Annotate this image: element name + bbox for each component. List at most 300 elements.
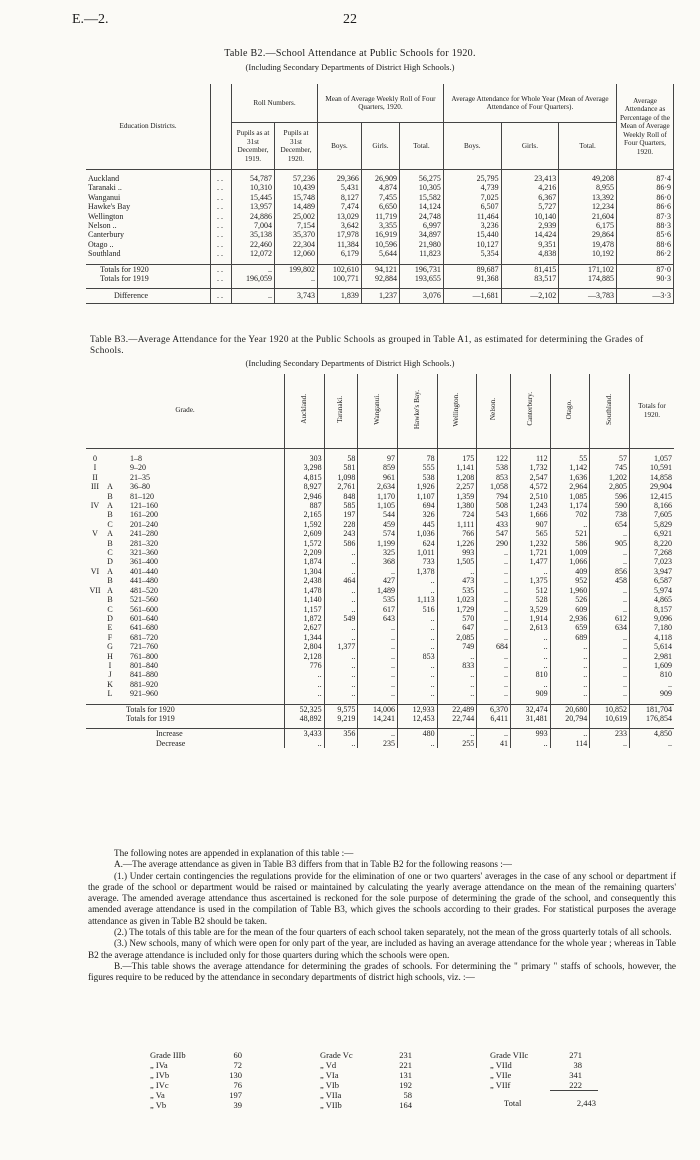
- table-cell: 473: [437, 576, 477, 585]
- table-row: [86, 193, 674, 202]
- grade-label: „ Vd: [320, 1060, 337, 1070]
- grade-entry: [150, 1060, 242, 1070]
- table-cell: 48,892: [285, 714, 325, 723]
- table-row: [86, 240, 674, 249]
- table-cell: 368: [358, 557, 398, 566]
- table-cell: 544: [358, 510, 398, 519]
- table-cell: 23,413: [501, 174, 559, 183]
- leader-dots: [231, 680, 284, 689]
- table-cell: ..: [324, 548, 358, 557]
- leader-dots: ..: [211, 183, 232, 192]
- table-cell: 535: [358, 595, 398, 604]
- attendance-range: 401–440: [130, 566, 158, 576]
- table-cell: ..: [398, 633, 438, 642]
- table-cell: 8,166: [630, 501, 675, 510]
- table-cell: 574: [358, 529, 398, 538]
- grade-value: 131: [399, 1070, 412, 1080]
- table-cell: 647: [437, 623, 477, 632]
- table-cell: ..: [550, 680, 590, 689]
- table-cell: ..: [477, 633, 511, 642]
- grade-value: 341: [569, 1070, 582, 1080]
- note-b: B.—This table shows the average attendance for determining the grades of schools. For determining the " primary " staffs of schools, however, the figures require to be reduced by the attendance in secondary departments of district high schools, viz. :—: [88, 960, 676, 983]
- header-district: [324, 374, 358, 449]
- table-cell: 2,964: [550, 482, 590, 491]
- table-cell: 55: [550, 454, 590, 463]
- grade-subdivision: [104, 473, 116, 482]
- district-label: Taranaki.: [336, 395, 345, 423]
- table-row: [86, 704, 674, 714]
- table-cell: ..: [477, 605, 511, 614]
- grade-subdivision: L: [107, 689, 113, 699]
- header-district: [477, 374, 511, 449]
- table-cell: 1,378: [398, 567, 438, 576]
- table-cell: 2,085: [437, 633, 477, 642]
- table-cell: 516: [398, 605, 438, 614]
- table-cell: 87·0: [617, 264, 674, 274]
- table-cell: 4,838: [501, 249, 559, 258]
- table-cell: ..: [590, 605, 630, 614]
- leader-dots: [231, 510, 284, 519]
- table-row: [86, 454, 674, 463]
- table-cell: 5,974: [630, 586, 675, 595]
- leader-dots: ..: [211, 249, 232, 258]
- leader-dots: [231, 482, 284, 491]
- table-cell: 596: [590, 492, 630, 501]
- attendance-range: 761–800: [130, 651, 158, 661]
- note-1: (1.) Under certain contingencies the regulations provide for the elimination of one or two quarters' averages in the case of any school or department if the grade of the school or department would be raised or maintained by calculating the yearly average attendance on the mean of the remaining quarters' average. The amended average attendance thus ascertained is reckoned for the sole purpose of determining the grade of the school, and consequently this amended average attendance is used in the compilation of Table B3, which gives the schools according to their grades. For statistical purposes the average attendance as given in Table B2 should be taken.: [88, 870, 676, 926]
- table-cell: 10,852: [590, 704, 630, 714]
- header-totals: Totals for 1920.: [630, 374, 675, 449]
- leader-dots: [184, 652, 231, 661]
- table-cell: 290: [477, 539, 511, 548]
- grade-number: [86, 510, 104, 519]
- grade-label: „ VIId: [490, 1060, 512, 1070]
- table-cell: 909: [630, 689, 675, 698]
- page-number: 22: [343, 12, 357, 27]
- table-cell: 2,128: [285, 652, 325, 661]
- table-cell: 2,804: [285, 642, 325, 651]
- table-cell: ..: [511, 680, 551, 689]
- table-cell: 8,127: [318, 193, 362, 202]
- table-row: [86, 586, 674, 595]
- table-cell: 83,517: [501, 274, 559, 283]
- table-cell: 10,305: [400, 183, 444, 192]
- district-name: Difference: [86, 289, 211, 304]
- leader-dots: ..: [211, 230, 232, 239]
- table-cell: 2,547: [511, 473, 551, 482]
- table-cell: 5,727: [501, 202, 559, 211]
- table-cell: 887: [285, 501, 325, 510]
- grade-entry: [320, 1070, 412, 1080]
- table-cell: 526: [550, 595, 590, 604]
- table-cell: 12,060: [275, 249, 318, 258]
- grade-entry: [320, 1100, 412, 1110]
- grade-entry: [320, 1060, 412, 1070]
- grade-number: [86, 548, 104, 557]
- grade-entry: [490, 1080, 598, 1090]
- table-cell: 749: [437, 642, 477, 651]
- leader-dots: [231, 633, 284, 642]
- table-row: [86, 289, 674, 304]
- table-cell: 1,011: [398, 548, 438, 557]
- table-cell: ..: [358, 567, 398, 576]
- grade-entry: [490, 1070, 598, 1080]
- grade-number: [86, 595, 104, 604]
- table-cell: ..: [358, 670, 398, 679]
- table-cell: 1,105: [358, 501, 398, 510]
- grade-label: „ IVc: [150, 1080, 169, 1090]
- table-cell: 11,823: [400, 249, 444, 258]
- grade-label: „ Vb: [150, 1100, 167, 1110]
- leader-dots: [184, 670, 231, 679]
- grade-number: [86, 633, 104, 642]
- grade-label: „ VIb: [320, 1080, 339, 1090]
- table-row: [86, 501, 674, 510]
- grade-entry: [320, 1090, 412, 1100]
- table-cell: 1,113: [398, 595, 438, 604]
- table-cell: ..: [477, 652, 511, 661]
- grade-number: [86, 557, 104, 566]
- district-name: Totals for 1920: [86, 264, 211, 274]
- table-cell: 2,939: [501, 221, 559, 230]
- table-cell: 325: [358, 548, 398, 557]
- table-cell: 13,029: [318, 212, 362, 221]
- leader-dots: [231, 539, 284, 548]
- table-cell: ..: [285, 680, 325, 689]
- table-cell: ..: [590, 642, 630, 651]
- leader-dots: [184, 576, 231, 585]
- table-cell: 859: [358, 463, 398, 472]
- header-roll: Roll Numbers.: [232, 84, 318, 123]
- table-cell: ..: [324, 689, 358, 698]
- table-cell: 16,919: [361, 230, 399, 239]
- attendance-range: 881–920: [130, 679, 158, 689]
- table-cell: 2,946: [285, 492, 325, 501]
- grade-subdivision: E: [107, 623, 113, 633]
- table-cell: ..: [398, 739, 438, 748]
- leader-dots: ..: [211, 174, 232, 183]
- table-cell: 7,605: [630, 510, 675, 519]
- table-cell: 85·6: [617, 230, 674, 239]
- table-cell: 1,872: [285, 614, 325, 623]
- leader-dots: [231, 501, 284, 510]
- table-cell: 193,655: [400, 274, 444, 283]
- table-cell: 1,140: [285, 595, 325, 604]
- grade-value: 60: [233, 1050, 242, 1060]
- table-cell: ..: [590, 633, 630, 642]
- attendance-range: 721–760: [130, 642, 158, 652]
- table-cell: 20,680: [550, 704, 590, 714]
- table-cell: 1,636: [550, 473, 590, 482]
- grade-value: 39: [233, 1100, 242, 1110]
- table-cell: ..: [590, 661, 630, 670]
- header-boys: Boys.: [443, 123, 501, 170]
- table-cell: 659: [550, 623, 590, 632]
- table-cell: 4,572: [511, 482, 551, 491]
- table-cell: 1,243: [511, 501, 551, 510]
- table-cell: 1,874: [285, 557, 325, 566]
- table-cell: 1,066: [550, 557, 590, 566]
- table-cell: 6,367: [501, 193, 559, 202]
- table-cell: 905: [590, 539, 630, 548]
- table-cell: ..: [324, 567, 358, 576]
- table-cell: 643: [358, 614, 398, 623]
- leader-dots: [231, 492, 284, 501]
- table-cell: 1,609: [630, 661, 675, 670]
- table-cell: 702: [550, 510, 590, 519]
- table-cell: ..: [590, 670, 630, 679]
- table-cell: 2,438: [285, 576, 325, 585]
- header-district: [437, 374, 477, 449]
- table-cell: 458: [590, 576, 630, 585]
- table-row: [86, 729, 674, 739]
- table-cell: 181,704: [630, 704, 675, 714]
- table-cell: 12,415: [630, 492, 675, 501]
- totals-label: Totals for 1919: [126, 713, 175, 723]
- table-header-row: [86, 374, 674, 449]
- table-cell: 952: [550, 576, 590, 585]
- grade-number: [86, 576, 104, 585]
- header-district: [550, 374, 590, 449]
- table-cell: 538: [398, 473, 438, 482]
- table-row: [86, 274, 674, 283]
- table-cell: 326: [398, 510, 438, 519]
- grade-subdivision: B: [107, 491, 113, 501]
- table-cell: 2,510: [511, 492, 551, 501]
- grade-label: Grade Vc: [320, 1050, 353, 1060]
- table-cell: 694: [398, 501, 438, 510]
- table-row: [86, 739, 674, 748]
- attendance-range: 121–160: [130, 501, 158, 511]
- table-cell: 2,627: [285, 623, 325, 632]
- table-cell: 26,909: [361, 174, 399, 183]
- table-cell: ..: [358, 623, 398, 632]
- table-cell: ..: [398, 680, 438, 689]
- leader-dots: [184, 548, 231, 557]
- table-cell: 5,354: [443, 249, 501, 258]
- header-grade: Grade.: [86, 374, 285, 449]
- table-cell: ..: [358, 689, 398, 698]
- table-cell: 1,199: [358, 539, 398, 548]
- leader-dots: [231, 661, 284, 670]
- table-cell: ..: [324, 633, 358, 642]
- leader-dots: [231, 557, 284, 566]
- grade-number: [86, 492, 104, 501]
- table-cell: ..: [550, 729, 590, 739]
- grade-label: „ VIIe: [490, 1070, 512, 1080]
- table-cell: ..: [232, 289, 275, 304]
- table-cell: ..: [590, 739, 630, 748]
- table-cell: 1,058: [477, 482, 511, 491]
- attendance-range: 1–8: [130, 454, 142, 463]
- table-cell: ..: [550, 652, 590, 661]
- table-cell: ..: [630, 680, 675, 689]
- header-pupils-1920: Pupils at 31st December, 1920.: [275, 123, 318, 170]
- table-cell: ..: [590, 689, 630, 698]
- table-cell: 1,505: [437, 557, 477, 566]
- attendance-range: 36–80: [130, 482, 150, 492]
- table-cell: 8,927: [285, 482, 325, 491]
- table-cell: 196,731: [400, 264, 444, 274]
- table-cell: 1,202: [590, 473, 630, 482]
- grade-subdivision: G: [107, 642, 113, 652]
- grade-entry: [150, 1070, 242, 1080]
- table-cell: 19,478: [559, 240, 617, 249]
- table-cell: 91,368: [443, 274, 501, 283]
- table-cell: ..: [590, 529, 630, 538]
- grade-number: [86, 689, 104, 698]
- table-cell: 10,192: [559, 249, 617, 258]
- district-label: Nelson.: [488, 398, 497, 421]
- table-cell: ..: [477, 576, 511, 585]
- header-district: [590, 374, 630, 449]
- table-cell: ..: [550, 670, 590, 679]
- table-cell: 409: [550, 567, 590, 576]
- table-cell: 459: [358, 520, 398, 529]
- leader-dots: [184, 567, 231, 576]
- table-cell: 81,415: [501, 264, 559, 274]
- table-cell: 1,304: [285, 567, 325, 576]
- table-cell: 512: [511, 586, 551, 595]
- leader-dots: [231, 595, 284, 604]
- table-cell: 724: [437, 510, 477, 519]
- district-name: Auckland: [86, 174, 211, 183]
- table-cell: 3,355: [361, 221, 399, 230]
- table-cell: 654: [590, 520, 630, 529]
- table-cell: 52,325: [285, 704, 325, 714]
- grade-entry: [150, 1100, 242, 1110]
- table-cell: 6,507: [443, 202, 501, 211]
- table-cell: 2,609: [285, 529, 325, 538]
- leader-dots: ..: [211, 240, 232, 249]
- table-cell: 2,209: [285, 548, 325, 557]
- header-percentage: Average Attendance as Percentage of the Mean of Average Weekly Roll of Four Quarters, 1920.: [617, 84, 674, 170]
- table-cell: 1,232: [511, 539, 551, 548]
- leader-dots: [231, 586, 284, 595]
- table-cell: 29,366: [318, 174, 362, 183]
- table-cell: 480: [398, 729, 438, 739]
- header-total: Total.: [400, 123, 444, 170]
- table-cell: ..: [477, 548, 511, 557]
- table-b3-subtitle: (Including Secondary Departments of District High Schools.): [245, 358, 455, 368]
- table-cell: 22,744: [437, 714, 477, 723]
- total-label: Total: [504, 1098, 522, 1108]
- table-cell: ..: [398, 670, 438, 679]
- table-cell: 5,614: [630, 642, 675, 651]
- district-label: Southland.: [604, 393, 613, 425]
- table-cell: 570: [437, 614, 477, 623]
- table-cell: ..: [590, 557, 630, 566]
- table-cell: 6,921: [630, 529, 675, 538]
- header-girls: Girls.: [361, 123, 399, 170]
- attendance-range: 361–400: [130, 557, 158, 567]
- table-cell: 993: [511, 729, 551, 739]
- table-cell: 31,481: [511, 714, 551, 723]
- grade-subdivision: A: [107, 501, 113, 511]
- grade-number: [86, 680, 104, 689]
- attendance-range: 281–320: [130, 538, 158, 548]
- notes-intro: The following notes are appended in explanation of this table :—: [114, 848, 354, 858]
- table-cell: ..: [511, 567, 551, 576]
- table-row: [86, 249, 674, 258]
- table-cell: —2,102: [501, 289, 559, 304]
- table-cell: 15,440: [443, 230, 501, 239]
- grade-number: IV: [90, 501, 100, 511]
- grade-number: [86, 623, 104, 632]
- table-cell: 1,009: [550, 548, 590, 557]
- table-cell: 993: [437, 548, 477, 557]
- grade-subdivision: [104, 454, 116, 463]
- grade-number: I: [93, 463, 97, 473]
- table-cell: 1,377: [324, 642, 358, 651]
- grade-number: [86, 539, 104, 548]
- table-cell: 7,180: [630, 623, 675, 632]
- attendance-range: 841–880: [130, 670, 158, 680]
- table-cell: 88·6: [617, 240, 674, 249]
- leader-dots: [231, 605, 284, 614]
- table-cell: 86·2: [617, 249, 674, 258]
- grade-value: 76: [233, 1080, 242, 1090]
- table-cell: 15,582: [400, 193, 444, 202]
- table-row: [86, 183, 674, 192]
- table-cell: 243: [324, 529, 358, 538]
- table-row: [86, 605, 674, 614]
- table-cell: 543: [477, 510, 511, 519]
- header-districts: Education Districts.: [86, 84, 211, 170]
- table-cell: 10,310: [232, 183, 275, 192]
- table-cell: 794: [477, 492, 511, 501]
- table-cell: ..: [398, 576, 438, 585]
- table-cell: ..: [398, 614, 438, 623]
- table-cell: 22,460: [232, 240, 275, 249]
- table-cell: ..: [590, 595, 630, 604]
- table-cell: 86·9: [617, 183, 674, 192]
- table-cell: ..: [477, 586, 511, 595]
- leader-dots: [184, 557, 231, 566]
- table-cell: 1,729: [437, 605, 477, 614]
- table-row: [86, 642, 674, 651]
- grade-number: VI: [90, 566, 100, 576]
- table-cell: 810: [630, 670, 675, 679]
- table-cell: 29,904: [630, 482, 675, 491]
- table-cell: 303: [285, 454, 325, 463]
- table-row: [86, 633, 674, 642]
- table-cell: 1,142: [550, 463, 590, 472]
- table-cell: 12,072: [232, 249, 275, 258]
- table-b3-title: Table B3.—Average Attendance for the Year 1920 at the Public Schools as grouped in Table A1, as estimated for determining the Grades of Schools.: [90, 334, 644, 355]
- table-cell: 3,743: [275, 289, 318, 304]
- table-cell: ..: [275, 274, 318, 283]
- table-cell: 58: [324, 454, 358, 463]
- table-row: [86, 576, 674, 585]
- grade-total: [490, 1098, 598, 1108]
- table-cell: 8,955: [559, 183, 617, 192]
- explanatory-notes: [88, 848, 676, 984]
- grade-label: „ VIIb: [320, 1100, 342, 1110]
- table-cell: 1,489: [358, 586, 398, 595]
- table-cell: 24,748: [400, 212, 444, 221]
- grade-label: Grade IIIb: [150, 1050, 186, 1060]
- table-cell: 1,839: [318, 289, 362, 304]
- table-cell: ..: [437, 670, 477, 679]
- table-cell: ..: [398, 586, 438, 595]
- table-cell: ..: [477, 729, 511, 739]
- district-name: Otago ..: [86, 240, 211, 249]
- table-cell: 1,111: [437, 520, 477, 529]
- attendance-range: 921–960: [130, 689, 158, 699]
- attendance-range: 801–840: [130, 660, 158, 670]
- table-cell: 433: [477, 520, 511, 529]
